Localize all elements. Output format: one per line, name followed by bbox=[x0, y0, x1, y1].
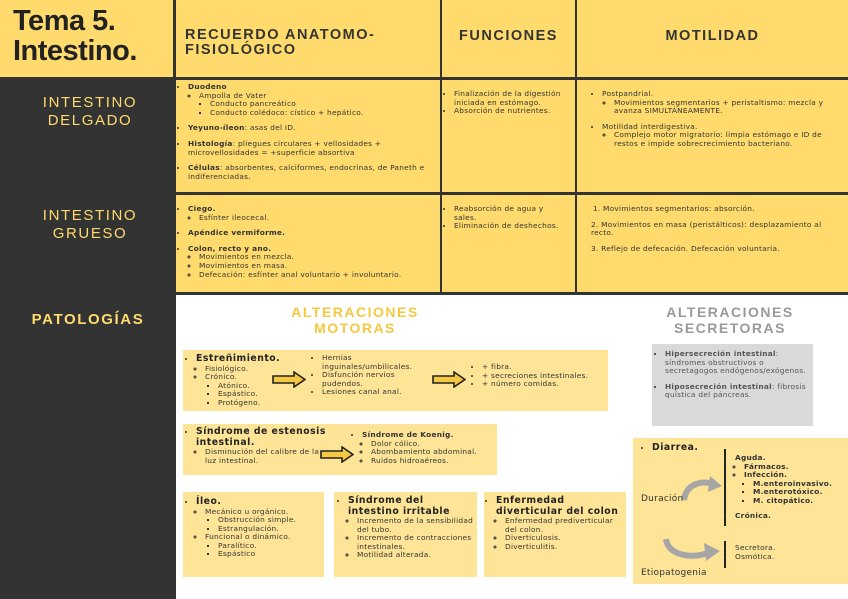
diverticular-title: Enfermedad diverticular del colon bbox=[496, 495, 619, 517]
ileo-box bbox=[183, 492, 324, 577]
ciego-label: Ciego. bbox=[188, 204, 216, 213]
cell-grueso-motilidad bbox=[577, 195, 848, 292]
protogeno-item: ▪ Protógeno. bbox=[218, 399, 286, 408]
treatment-item: • + número comidas. bbox=[482, 380, 606, 389]
histologia-item: • Histología: pliegues circulares + vellosidades + microvellosidades = +superficie absortiva bbox=[188, 140, 434, 157]
infeccion-item: Infección. bbox=[744, 470, 788, 480]
koenig-item: ◦ Dolor cólico. bbox=[371, 440, 496, 449]
header-funciones-label: FUNCIONES bbox=[459, 28, 558, 44]
hiper-item: ▪ Hipersecreción intestinal: síndromes obstructivos o secretagogos endógenos/exógenos. bbox=[665, 350, 809, 376]
irritable-box bbox=[334, 492, 477, 577]
mov-masa-item: ◦ Movimientos en masa. bbox=[199, 262, 434, 271]
treatment-item: • + fibra. bbox=[482, 363, 606, 372]
diverticular-item: ◦ Enfermedad prediverticular del colon. bbox=[505, 517, 624, 534]
title-block bbox=[0, 0, 173, 77]
farmacos-item: Fármacos. bbox=[744, 461, 789, 471]
defecacion-item: ◦ Defecación: esfínter anal voluntario + involuntario. bbox=[199, 271, 434, 280]
obstruccion-item: ▪ Obstrucción simple. bbox=[218, 516, 322, 525]
cell-delgado-recuerdo bbox=[176, 80, 440, 192]
curved-arrow-icon bbox=[680, 474, 724, 504]
row-label-grueso bbox=[30, 207, 150, 243]
enteroinvasivo-item: M.enteroinvasivo. bbox=[753, 478, 833, 488]
grueso-mot2: Movimientos en masa (peristálticos): desplazamiento al recto. bbox=[591, 219, 822, 238]
irritable-item: ◦ Motilidad alterada. bbox=[357, 551, 475, 560]
delgado-mot1a: ◦ Movimientos segmentarios + peristaltismo: mezcla y avanza SIMULTÁNEAMENTE. bbox=[614, 99, 840, 116]
header-motilidad bbox=[577, 0, 848, 77]
koenig-item: ◦ Abombamiento abdominal. bbox=[371, 448, 496, 457]
yeyuno-item: • Yeyuno-íleon: asas del ID. bbox=[188, 124, 434, 133]
aguda-item: Aguda. bbox=[735, 453, 766, 462]
delgado-mot2: • Motilidad interdigestiva. bbox=[602, 123, 840, 132]
etiopatogenia-list bbox=[727, 544, 827, 561]
irritable-item: ◦ Incremento de contracciones intestinales. bbox=[357, 534, 475, 551]
estrenimiento-causes bbox=[314, 354, 434, 397]
row-label-delgado-text: INTESTINO DELGADO bbox=[42, 94, 138, 129]
etiopatogenia-label: Etiopatogenia bbox=[641, 568, 707, 578]
citopatico-item: M. citopático. bbox=[753, 495, 814, 505]
grueso-mot3-row: 3. Reflejo de defecación. Defecación voluntaria. bbox=[591, 243, 780, 253]
duracion-label: Duración bbox=[641, 494, 684, 504]
grueso-mot1: 1. Movimientos segmentarios: absorción. bbox=[603, 205, 840, 214]
koenig-item: ◦ Ruidos hidroaéreos. bbox=[371, 457, 496, 466]
hipo-item: ▪ Hiposecreción intestinal: fibrosis quística del páncreas. bbox=[665, 383, 809, 400]
delgado-mot1: • Postpandrial. bbox=[602, 90, 840, 99]
atonico-item: ▪ Atónico. bbox=[218, 382, 286, 391]
header-funciones bbox=[442, 0, 575, 77]
row-label-delgado bbox=[25, 94, 155, 130]
grueso-func2: • Eliminación de deshechos. bbox=[454, 222, 563, 231]
funcional-item: ◦ Funcional o dinámico. bbox=[205, 533, 322, 542]
espastico-ileo-item: ▪ Espástico bbox=[218, 550, 322, 559]
esfinter-item: ◦ Esfínter ileocecal. bbox=[199, 214, 434, 223]
duodeno-label: Duodeno bbox=[188, 82, 227, 91]
grueso-mot3: Reflejo de defecación. Defecación voluntaria. bbox=[601, 243, 780, 253]
osmotica-item: • Osmótica. bbox=[735, 553, 827, 562]
cause-item: • Disfunción nervios pudendos. bbox=[322, 371, 434, 388]
diverticular-item: ◦ Diverticulitis. bbox=[505, 543, 624, 552]
secretora-item: • Secretora. bbox=[735, 544, 827, 553]
row-label-grueso-text: INTESTINO GRUESO bbox=[42, 207, 138, 242]
enterotoxico-item: M.enterotóxico. bbox=[753, 487, 823, 497]
celulas-item: • Células: absorbentes, calciformes, endocrinas, de Paneth e indiferenciadas. bbox=[188, 164, 434, 181]
coledoco-item: ▪ Conducto colédoco: cístico + hepático. bbox=[210, 109, 434, 118]
duracion-list bbox=[727, 454, 847, 520]
arrow-right-icon bbox=[272, 371, 306, 388]
cell-grueso-funciones bbox=[442, 195, 575, 292]
motoras-title: ALTERACIONES MOTORAS bbox=[291, 304, 419, 336]
cell-grueso-recuerdo bbox=[176, 195, 440, 292]
cell-delgado-funciones bbox=[442, 80, 575, 192]
row-label-patologias bbox=[20, 311, 156, 329]
mov-mezcla-item: ◦ Movimientos en mezcla. bbox=[199, 253, 434, 262]
espastico-item: ▪ Espástico. bbox=[218, 390, 286, 399]
row-label-patologias-text: PATOLOGÍAS bbox=[31, 311, 145, 328]
curved-arrow-icon bbox=[660, 535, 722, 565]
grueso-func1: • Reabsorción de agua y sales. bbox=[454, 205, 563, 222]
pancreatico-item: ▪ Conducto pancreático bbox=[210, 100, 434, 109]
arrow-right-icon bbox=[320, 446, 354, 463]
koenig-title: Síndrome de Koenig. bbox=[362, 430, 454, 439]
delgado-mot2a: ◦ Complejo motor migratorio: limpia estómago e ID de restos e impide sobrecrecimiento bacteriano. bbox=[614, 131, 840, 148]
grueso-mot2-row: 2. Movimientos en masa (peristálticos): desplazamiento al recto. bbox=[591, 219, 822, 238]
estenosis-title: Síndrome de estenosis intestinal bbox=[196, 426, 326, 448]
cause-item: • Lesiones canal anal. bbox=[322, 388, 434, 397]
delgado-func1: • Finalización de la digestión iniciada en estómago. bbox=[454, 90, 563, 107]
treatment-item: • + secreciones intestinales. bbox=[482, 372, 606, 381]
mecanico-item: ◦ Mecánico u orgánico. bbox=[205, 508, 322, 517]
diverticular-item: ◦ Diverticulosis. bbox=[505, 534, 624, 543]
estrangulacion-item: ▪ Estrangulación. bbox=[218, 525, 322, 534]
ampolla-item: ◦ Ampolla de Vater bbox=[199, 92, 434, 101]
diverticular-box bbox=[484, 492, 626, 577]
cell-delgado-motilidad bbox=[577, 80, 848, 192]
estrenimiento-treatment bbox=[474, 363, 606, 389]
delgado-func2: • Absorción de nutrientes. bbox=[454, 107, 563, 116]
page-title-line1: Tema 5. bbox=[13, 5, 116, 37]
estenosis-content: • Síndrome de estenosis intestinal. ◦ Disminución del calibre de la luz intestinal. bbox=[186, 427, 326, 465]
header-motilidad-label: MOTILIDAD bbox=[665, 28, 760, 44]
estenosis-item: ◦ Disminución del calibre de la luz intestinal. bbox=[205, 448, 326, 465]
colon-label: Colon, recto y ano. bbox=[188, 243, 272, 253]
header-recuerdo-label: RECUERDO ANATOMO-FISIOLÓGICO bbox=[185, 27, 376, 58]
diarrea-title-wrap bbox=[644, 443, 724, 454]
estrenimiento-title: Estreñimiento bbox=[196, 353, 277, 364]
paralitico-item: ▪ Paralítico. bbox=[218, 542, 322, 551]
estrenimiento-content: • Estreñimiento. ◦ Fisiológico. ◦ Crónico. ▪ Atónico. ▪ Espástico. ▪ Protógeno. bbox=[186, 354, 286, 407]
cronica-item: Crónica. bbox=[735, 510, 772, 520]
cronico-item: ◦ Crónico. bbox=[205, 373, 286, 382]
cause-item: • Hernias inguinales/umbilicales. bbox=[322, 354, 434, 371]
fisiologico-item: ◦ Fisiológico. bbox=[205, 365, 286, 374]
apendice-label: Apéndice vermiforme. bbox=[188, 228, 286, 238]
koenig-content bbox=[354, 431, 496, 465]
ileo-title: Íleo. bbox=[196, 496, 222, 507]
irritable-item: ◦ Incremento de la sensibilidad del tubo. bbox=[357, 517, 475, 534]
diarrea-title: Diarrea. bbox=[652, 442, 699, 453]
page-title-line2: Intestino. bbox=[13, 35, 137, 67]
irritable-title: Síndrome del intestino irritable bbox=[348, 495, 450, 517]
header-recuerdo bbox=[176, 0, 440, 77]
hipersecrecion-box bbox=[652, 344, 813, 426]
arrow-right-icon bbox=[432, 371, 466, 388]
secretoras-title: ALTERACIONES SECRETORAS bbox=[666, 304, 794, 336]
